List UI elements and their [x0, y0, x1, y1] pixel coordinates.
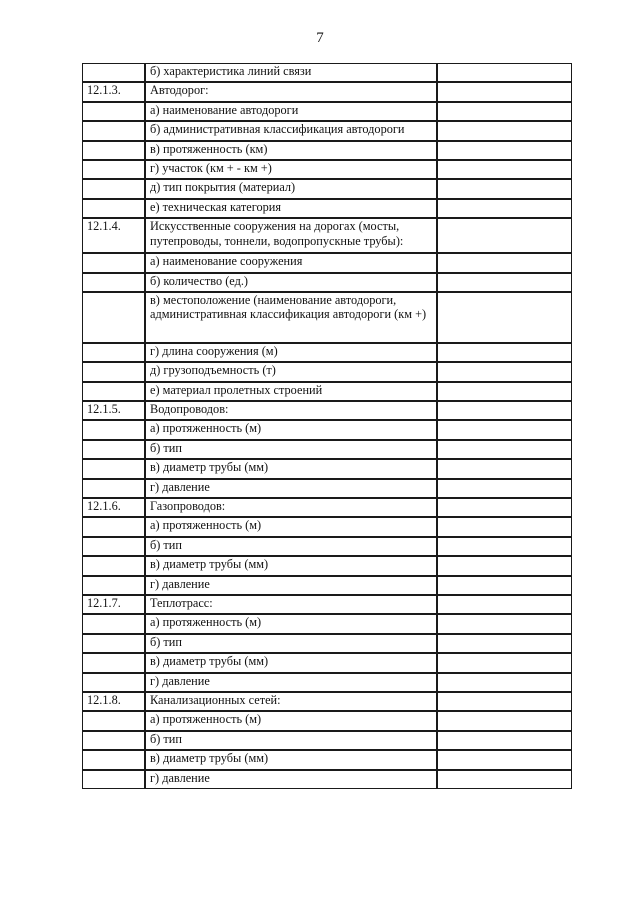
item-value-cell[interactable]: [437, 160, 572, 179]
item-number-cell: [82, 253, 145, 272]
table-row: [82, 614, 572, 633]
table-row: [82, 102, 572, 121]
item-number-cell: [82, 653, 145, 672]
item-number-cell: [82, 179, 145, 198]
table-row: [82, 673, 572, 692]
item-number-cell: [82, 440, 145, 459]
item-value-cell[interactable]: [437, 770, 572, 789]
table-row: [82, 459, 572, 478]
table-row: [82, 160, 572, 179]
item-value-cell[interactable]: [437, 556, 572, 575]
item-number-cell: [82, 634, 145, 653]
item-number-cell: 12.1.8.: [82, 692, 145, 711]
item-label-cell: а) наименование сооружения: [145, 253, 437, 272]
table-row: [82, 750, 572, 769]
item-number-cell: [82, 576, 145, 595]
item-number-cell: [82, 102, 145, 121]
table-row: [82, 121, 572, 140]
item-label-cell: Газопроводов:: [145, 498, 437, 517]
item-value-cell[interactable]: [437, 420, 572, 439]
item-number-cell: [82, 382, 145, 401]
table-row: [82, 292, 572, 343]
item-label-cell: б) тип: [145, 537, 437, 556]
table-row: [82, 362, 572, 381]
item-label-cell: г) давление: [145, 576, 437, 595]
item-value-cell[interactable]: [437, 141, 572, 160]
item-value-cell[interactable]: [437, 382, 572, 401]
item-number-cell: 12.1.5.: [82, 401, 145, 420]
table-row: [82, 253, 572, 272]
item-label-cell: б) характеристика линий связи: [145, 63, 437, 82]
item-number-cell: [82, 673, 145, 692]
table-row: [82, 731, 572, 750]
item-label-cell: а) протяженность (м): [145, 420, 437, 439]
item-value-cell[interactable]: [437, 273, 572, 292]
item-number-cell: [82, 750, 145, 769]
item-number-cell: [82, 556, 145, 575]
item-label-cell: а) наименование автодороги: [145, 102, 437, 121]
item-label-cell: е) материал пролетных строений: [145, 382, 437, 401]
item-label-cell: в) протяженность (км): [145, 141, 437, 160]
item-number-cell: 12.1.4.: [82, 218, 145, 253]
item-number-cell: 12.1.7.: [82, 595, 145, 614]
item-value-cell[interactable]: [437, 517, 572, 536]
item-label-cell: б) количество (ед.): [145, 273, 437, 292]
item-value-cell[interactable]: [437, 653, 572, 672]
item-value-cell[interactable]: [437, 179, 572, 198]
item-value-cell[interactable]: [437, 253, 572, 272]
table-row: [82, 653, 572, 672]
item-value-cell[interactable]: [437, 343, 572, 362]
item-label-cell: Канализационных сетей:: [145, 692, 437, 711]
item-number-cell: 12.1.3.: [82, 82, 145, 101]
item-value-cell[interactable]: [437, 750, 572, 769]
table-row: [82, 634, 572, 653]
table-row: [82, 517, 572, 536]
item-label-cell: в) диаметр трубы (мм): [145, 459, 437, 478]
table-row: [82, 343, 572, 362]
item-number-cell: [82, 537, 145, 556]
item-label-cell: г) давление: [145, 479, 437, 498]
item-label-cell: г) длина сооружения (м): [145, 343, 437, 362]
table-row: [82, 401, 572, 420]
table-row: [82, 141, 572, 160]
item-value-cell[interactable]: [437, 362, 572, 381]
table-row: [82, 479, 572, 498]
item-label-cell: в) диаметр трубы (мм): [145, 750, 437, 769]
item-label-cell: Теплотрасс:: [145, 595, 437, 614]
item-value-cell[interactable]: [437, 673, 572, 692]
item-value-cell[interactable]: [437, 102, 572, 121]
table-row: [82, 199, 572, 218]
item-value-cell[interactable]: [437, 731, 572, 750]
item-label-cell: г) давление: [145, 770, 437, 789]
item-number-cell: [82, 343, 145, 362]
item-value-cell[interactable]: [437, 537, 572, 556]
table-row: [82, 692, 572, 711]
item-value-cell[interactable]: [437, 479, 572, 498]
item-number-cell: [82, 420, 145, 439]
item-number-cell: [82, 160, 145, 179]
item-number-cell: [82, 614, 145, 633]
item-label-cell: д) тип покрытия (материал): [145, 179, 437, 198]
table-row: [82, 770, 572, 789]
item-value-cell[interactable]: [437, 634, 572, 653]
item-label-cell: г) давление: [145, 673, 437, 692]
table-row: [82, 420, 572, 439]
item-number-cell: [82, 199, 145, 218]
item-number-cell: [82, 121, 145, 140]
item-label-cell: б) тип: [145, 731, 437, 750]
item-number-cell: [82, 770, 145, 789]
item-number-cell: [82, 731, 145, 750]
item-value-cell[interactable]: [437, 63, 572, 82]
table-row: [82, 556, 572, 575]
item-number-cell: [82, 517, 145, 536]
item-value-cell[interactable]: [437, 440, 572, 459]
item-number-cell: [82, 362, 145, 381]
table-row: [82, 382, 572, 401]
item-label-cell: б) тип: [145, 440, 437, 459]
item-label-cell: а) протяженность (м): [145, 711, 437, 730]
table-row: [82, 273, 572, 292]
item-label-cell: е) техническая категория: [145, 199, 437, 218]
item-value-cell[interactable]: [437, 692, 572, 711]
item-value-cell[interactable]: [437, 82, 572, 101]
table-row: [82, 711, 572, 730]
item-value-cell[interactable]: [437, 595, 572, 614]
item-value-cell[interactable]: [437, 121, 572, 140]
item-label-cell: в) диаметр трубы (мм): [145, 653, 437, 672]
item-label-cell: г) участок (км + - км +): [145, 160, 437, 179]
table-row: [82, 63, 572, 82]
table-row: [82, 576, 572, 595]
table-row: [82, 498, 572, 517]
item-value-cell[interactable]: [437, 498, 572, 517]
item-value-cell[interactable]: [437, 218, 572, 253]
item-label-cell: б) административная классификация автодороги: [145, 121, 437, 140]
table-row: [82, 440, 572, 459]
item-value-cell[interactable]: [437, 459, 572, 478]
item-number-cell: [82, 711, 145, 730]
item-value-cell[interactable]: [437, 576, 572, 595]
item-number-cell: [82, 141, 145, 160]
item-label-cell: Водопроводов:: [145, 401, 437, 420]
table-row: [82, 537, 572, 556]
item-label-cell: б) тип: [145, 634, 437, 653]
form-table: [82, 63, 572, 789]
item-label-cell: д) грузоподъемность (т): [145, 362, 437, 381]
item-value-cell[interactable]: [437, 711, 572, 730]
item-label-cell: в) местоположение (наименование автодороги, административная классификация автодороги (км +): [145, 292, 437, 343]
table-row: [82, 82, 572, 101]
item-label-cell: в) диаметр трубы (мм): [145, 556, 437, 575]
item-number-cell: 12.1.6.: [82, 498, 145, 517]
item-label-cell: а) протяженность (м): [145, 517, 437, 536]
item-label-cell: а) протяженность (м): [145, 614, 437, 633]
item-number-cell: [82, 63, 145, 82]
item-value-cell[interactable]: [437, 199, 572, 218]
item-value-cell[interactable]: [437, 292, 572, 343]
table-row: [82, 179, 572, 198]
page-number: 7: [316, 30, 324, 46]
item-value-cell[interactable]: [437, 614, 572, 633]
table-row: [82, 218, 572, 253]
item-number-cell: [82, 273, 145, 292]
item-value-cell[interactable]: [437, 401, 572, 420]
item-number-cell: [82, 459, 145, 478]
item-number-cell: [82, 292, 145, 343]
table-row: [82, 595, 572, 614]
item-label-cell: Искусственные сооружения на дорогах (мосты, путепроводы, тоннели, водопропускные трубы):: [145, 218, 437, 253]
item-label-cell: Автодорог:: [145, 82, 437, 101]
item-number-cell: [82, 479, 145, 498]
